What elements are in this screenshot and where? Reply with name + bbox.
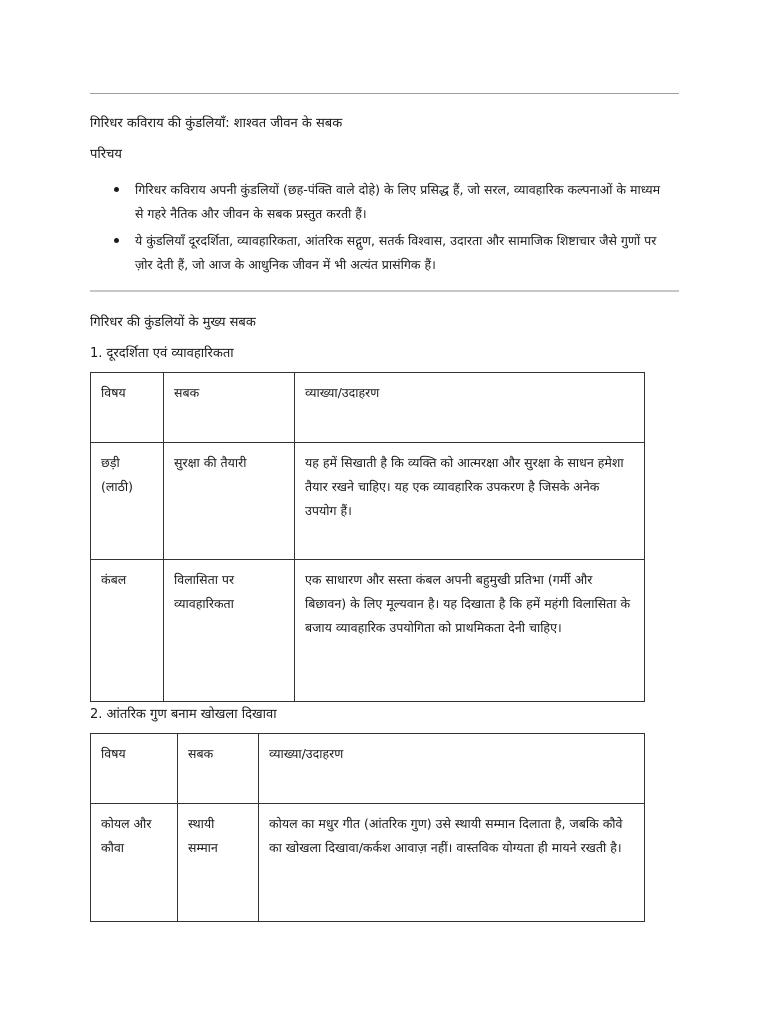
table-cell: कंबल xyxy=(91,560,164,702)
table-cell: एक साधारण और सस्ता कंबल अपनी बहुमुखी प्रतिभा (गर्मी और बिछावन) के लिए मूल्यवान है। यह दिखाता है कि हमें महंगी विलासिता के बजाय व्यावहारिक उपयोगिता को प्राथमिकता देनी चाहिए। xyxy=(295,560,645,702)
section2-table xyxy=(90,733,645,922)
table-cell: विलासिता पर व्यावहारिकता xyxy=(164,560,295,702)
column-header: सबक xyxy=(178,734,259,804)
table-cell: कोयल और कौवा xyxy=(91,804,178,922)
section1-table xyxy=(90,372,645,702)
column-header: व्याख्या/उदाहरण xyxy=(295,373,645,443)
table-cell: यह हमें सिखाती है कि व्यक्ति को आत्मरक्षा और सुरक्षा के साधन हमेशा तैयार रखने चाहिए। यह एक व्यावहारिक उपकरण है जिसके अनेक उपयोग हैं। xyxy=(295,443,645,560)
column-header: विषय xyxy=(91,734,178,804)
column-header: विषय xyxy=(91,373,164,443)
intro-bullet: गिरिधर कविराय अपनी कुंडलियों (छह-पंक्ति वाले दोहे) के लिए प्रसिद्ध हैं, जो सरल, व्यावहारिक कल्पनाओं के माध्यम से गहरे नैतिक और जीवन के सबक प्रस्तुत करती हैं। xyxy=(112,178,672,226)
table-row xyxy=(91,443,645,560)
lessons-heading: गिरिधर की कुंडलियों के मुख्य सबक xyxy=(90,315,256,330)
table-cell: छड़ी (लाठी) xyxy=(91,443,164,560)
section2-heading: 2. आंतरिक गुण बनाम खोखला दिखावा xyxy=(90,707,277,722)
column-header: सबक xyxy=(164,373,295,443)
table-cell: सुरक्षा की तैयारी xyxy=(164,443,295,560)
section-divider xyxy=(90,290,679,292)
column-header: व्याख्या/उदाहरण xyxy=(259,734,645,804)
intro-heading: परिचय xyxy=(90,147,122,162)
table-row xyxy=(91,560,645,702)
table-cell: स्थायी सम्मान xyxy=(178,804,259,922)
table-header-row xyxy=(91,734,645,804)
intro-bullet-list xyxy=(112,178,672,280)
intro-bullet: ये कुंडलियाँ दूरदर्शिता, व्यावहारिकता, आंतरिक सद्गुण, सतर्क विश्वास, उदारता और सामाजिक शिष्टाचार जैसे गुणों पर ज़ोर देती हैं, जो आज के आधुनिक जीवन में भी अत्यंत प्रासंगिक हैं। xyxy=(112,229,672,277)
table-row xyxy=(91,804,645,922)
table-header-row xyxy=(91,373,645,443)
top-divider xyxy=(90,93,679,94)
table-cell: कोयल का मधुर गीत (आंतरिक गुण) उसे स्थायी सम्मान दिलाता है, जबकि कौवे का खोखला दिखावा/कर्कश आवाज़ नहीं। वास्तविक योग्यता ही मायने रखती है। xyxy=(259,804,645,922)
section1-heading: 1. दूरदर्शिता एवं व्यावहारिकता xyxy=(90,346,234,361)
document-title: गिरिधर कविराय की कुंडलियाँ: शाश्वत जीवन के सबक xyxy=(90,116,343,131)
